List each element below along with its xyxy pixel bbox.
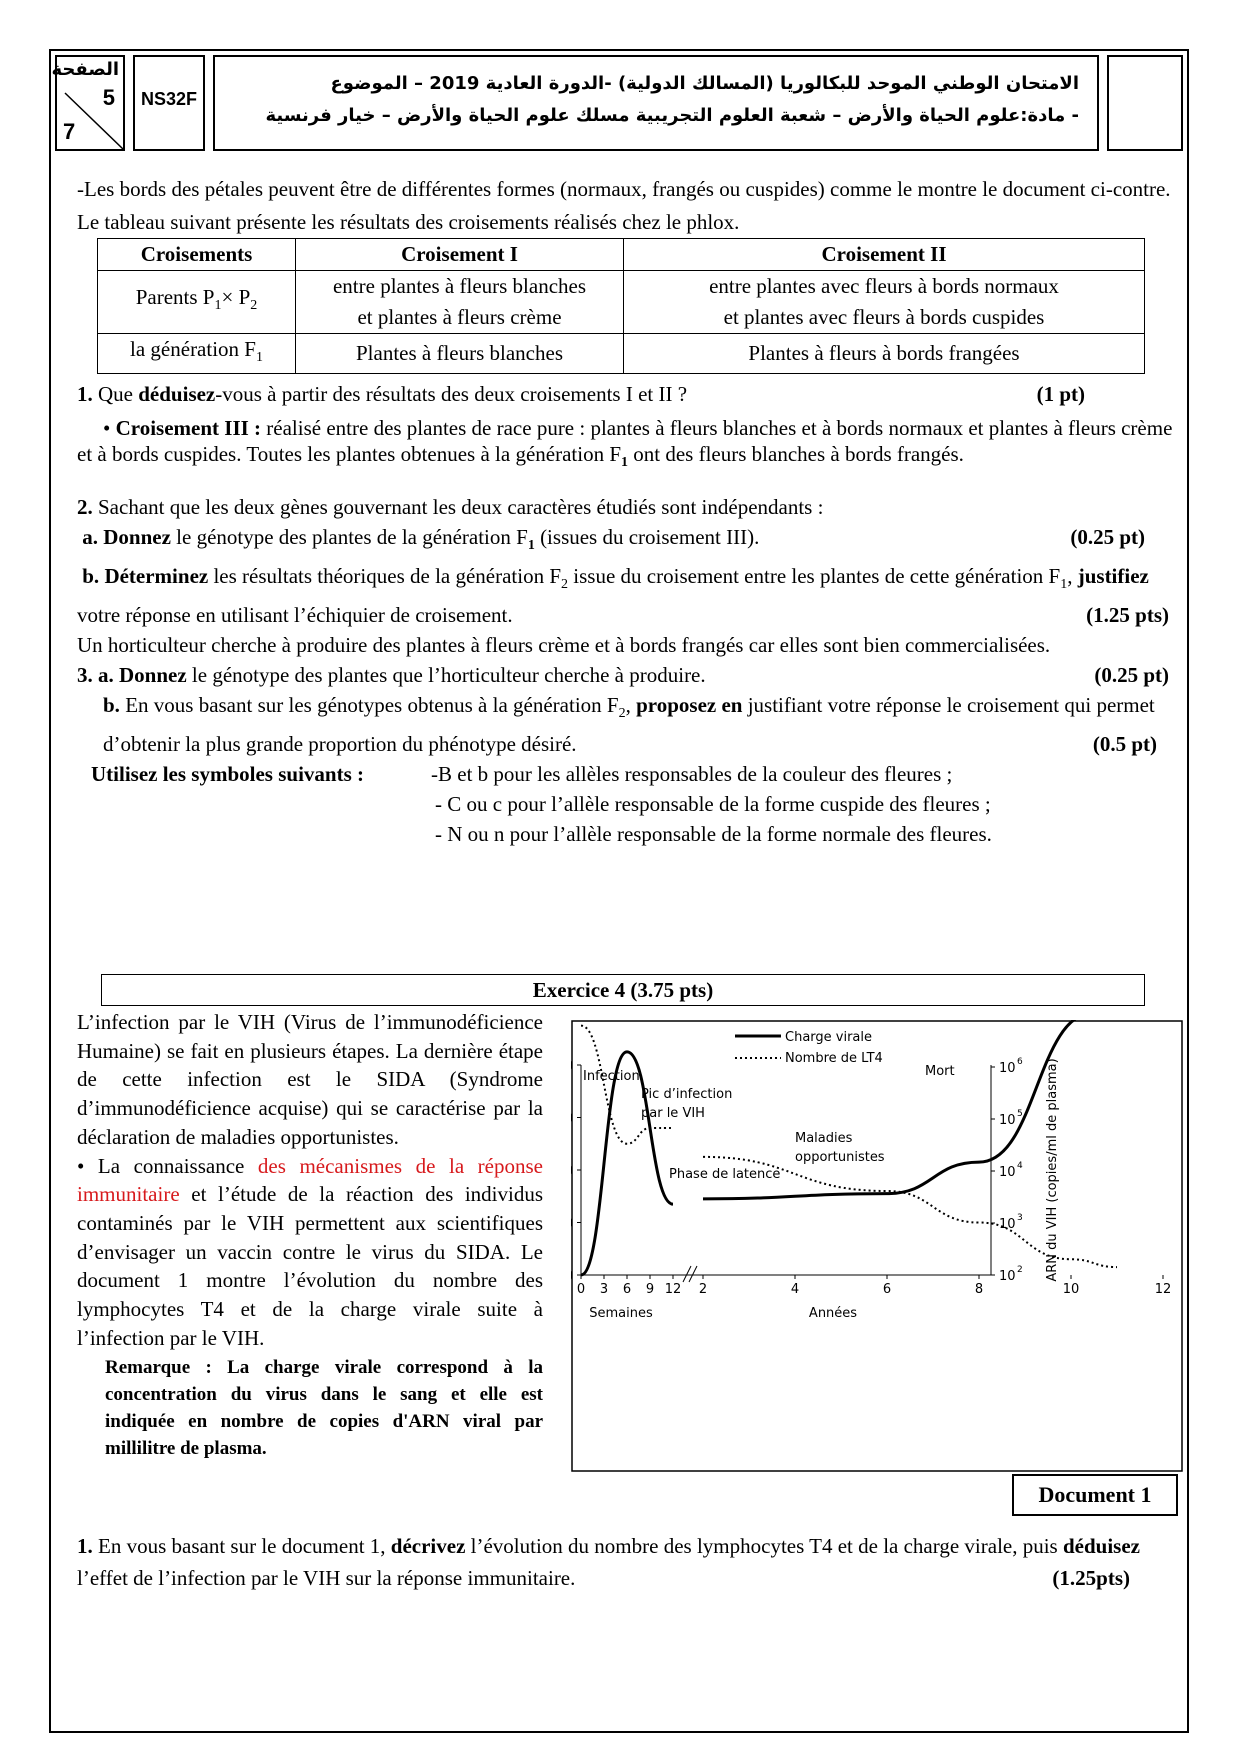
question-3a: 3. a. Donnez le génotype des plantes que l’horticulteur cherche à produire. (0.25 pt) [77,663,1169,688]
table-header-row [98,239,1145,271]
symbol-line: - N ou n pour l’allèle responsable de la forme normale des fleures. [435,822,992,847]
intro-line1: -Les bords des pétales peuvent être de différentes formes (normaux, frangés ou cuspides) comme le montre le document ci-contre. [77,177,1171,201]
exercise3-content [77,173,1185,849]
document-1-chart [571,1020,1183,1480]
table-cell: la génération $F_1$ [98,334,296,374]
exercise4-title: Exercice 4 (3.75 pts) [101,974,1145,1006]
x-week-tick-label: 6 [622,1282,632,1297]
x-week-tick-label: 0 [576,1282,586,1297]
crosses-table [97,238,1145,374]
y-left-tick-label [571,1020,573,1022]
blank-box [1107,55,1183,151]
ex4-paragraph-1: L’infection par le VIH (Virus de l’immunodéficience Humaine) se fait en plusieurs étapes. La dernière étape de cette infection est le SIDA (Syndrome d’immunodéficience acquise) qui se caractérise par la déclaration de maladies opportunistes. [77,1010,543,1149]
y-right-tick-label: 10 [999,1113,1016,1128]
annotation-mort: Mort [925,1064,955,1079]
x-year-tick-label: 2 [698,1282,708,1297]
x-label-years: Années [808,1306,858,1321]
table-header: Croisement II [624,239,1145,271]
y-right-tick-exponent: 5 [1017,1109,1023,1119]
question-2a: a. Donnez le génotype des plantes de la génération $F_1$ (issues du croisement III). (0.25 pt) [82,524,1145,554]
header-title-line1: الامتحان الوطني الموحد للبكالوريا (المسالك الدولية) -الدورة العادية 2019 – الموضوع [330,73,1079,94]
legend-label: Nombre de LT4 [785,1051,883,1066]
y-left-tick-label [571,1112,573,1127]
table-row [98,334,1145,374]
x-label-weeks: Semaines [589,1306,653,1321]
table-row [98,271,1145,334]
table-cell: entre plantes à fleurs blanches et plantes à fleurs crème [296,271,624,334]
y-right-tick-label [999,1020,1016,1024]
annotation-maladies: opportunistes [795,1150,885,1165]
annotation-pic: par le VIH [641,1106,705,1121]
page-label: الصفحة [51,59,119,80]
exam-code: NS32F [140,89,198,109]
document-label: Document 1 [1012,1474,1178,1516]
symbol-line: - C ou c pour l’allèle responsable de la forme cuspide des fleures ; [435,792,991,817]
table-cell: Plantes à fleurs blanches [296,334,624,374]
intro-line2: Le tableau suivant présente les résultats des croisements réalisés chez le phlox. [77,209,740,234]
page-number: 5 [102,85,115,110]
y-left-tick-label [571,1269,573,1284]
table-cell: Parents $P_1\times P_2$ [98,271,296,334]
table-header: Croisement I [296,239,624,271]
highlighted-text: des mécanismes de la réponse immunitaire [77,1153,543,1207]
header-title-line2: - مادة:علوم الحياة والأرض – شعبة العلوم التجريبية مسلك علوم الحياة والأرض – خيار فرنسية [265,105,1079,126]
code-box [133,55,205,151]
annotation-latence: Phase de latence [669,1167,781,1182]
y-right-tick-label: 10 [999,1061,1016,1076]
y-left-tick-label [571,1059,573,1074]
y-right-tick-exponent: 3 [1017,1213,1023,1223]
y-right-tick-exponent: 2 [1017,1265,1023,1275]
y-left-tick-label [571,1217,573,1232]
question-2: 2. Sachant que les deux gènes gouvernant les deux caractères étudiés sont indépendants : [77,494,824,519]
exam-header [51,51,1187,155]
page-number-box [51,55,125,151]
annotation-infection: Infection [583,1069,640,1084]
y-label-right: ARN du VIH (copies/ml de plasma) [1045,1058,1060,1282]
y-right-tick-exponent: 6 [1017,1057,1023,1067]
total-pages: 7 [63,119,76,144]
x-year-tick-label: 12 [1154,1282,1172,1297]
table-cell: Plantes à fleurs à bords frangées [624,334,1145,374]
horticulteur-text: Un horticulteur cherche à produire des plantes à fleurs crème et à bords frangés car elles sont bien commercialisées. [77,633,1051,658]
symbols-block [77,759,1185,849]
y-right-tick-label: 10 [999,1269,1016,1284]
x-year-tick-label: 6 [882,1282,892,1297]
x-week-tick-label: 3 [599,1282,609,1297]
remark: Remarque : La charge virale correspond à la concentration du virus dans le sang et elle est indiquée en nombre de copies d'ARN viral par millilitre de plasma. [105,1357,543,1460]
ex4-paragraph-2: • La connaissance des mécanismes de la réponse immunitaire et l’étude de la réaction des individus contaminés par le VIH permettent aux scientifiques d’envisager un vaccin contre le virus du SIDA. Le document 1 montre l’évolution du nombre des lymphocytes T4 et de la charge virale suite à l’infection par le VIH. [77,1153,544,1350]
title-box [213,55,1099,151]
table-cell: entre plantes avec fleurs à bords normaux et plantes avec fleurs à bords cuspides [624,271,1145,334]
table-header: Croisements [98,239,296,271]
y-right-tick-exponent: 4 [1017,1161,1023,1171]
exercise4-intro [77,1008,543,1462]
y-right-tick-label: 10 [999,1165,1016,1180]
annotation-maladies: Maladies [795,1131,853,1146]
y-left-tick-label [571,1164,573,1179]
croisement-3: • Croisement III : réalisé entre des plantes de race pure : plantes à fleurs blanches et à bords normaux et plantes à fleurs crème et à bords cuspides. Toutes les plantes obtenues à la génération $F_1$ ont des fleurs blanches à bords frangés. [77,415,1173,470]
legend-label: Charge virale [785,1030,873,1045]
x-year-tick-label: 4 [790,1282,800,1297]
exercise4-question-1: 1. En vous basant sur le document 1, décrivez l’évolution du nombre des lymphocytes T4 et de la charge virale, puis déduisez l’effet de l’infection par le VIH sur la réponse immunitaire. (1.25pts) [77,1534,1140,1590]
x-week-tick-label: 12 [664,1282,682,1297]
question-2b: b. Déterminez les résultats théoriques de la génération $F_2$ issue du croisement entre les plantes de cette génération $F_1$, justifiez votre réponse en utilisant l’échiquier de croisement. (1.25 pts) [77,564,1169,628]
annotation-pic: Pic d’infection [641,1087,733,1102]
question-1: 1. Que déduisez-vous à partir des résultats des deux croisements I et II ? (1 pt) [77,382,1085,407]
x-year-tick-label: 8 [974,1282,984,1297]
x-week-tick-label: 9 [645,1282,655,1297]
symbol-line: -B et b pour les allèles responsables de la couleur des fleures ; [431,762,953,787]
symbols-label: Utilisez les symboles suivants : [91,762,364,787]
x-year-tick-label: 10 [1062,1282,1080,1297]
y-right-tick-label: 10 [999,1217,1016,1232]
question-3b: b. En vous basant sur les génotypes obtenus à la génération $F_2$, proposez en justifiant votre réponse le croisement qui permet d’obtenir la plus grande proportion du phénotype désiré. (0.5 pt) [103,693,1157,757]
hiv-chart-svg [571,1020,1183,1480]
